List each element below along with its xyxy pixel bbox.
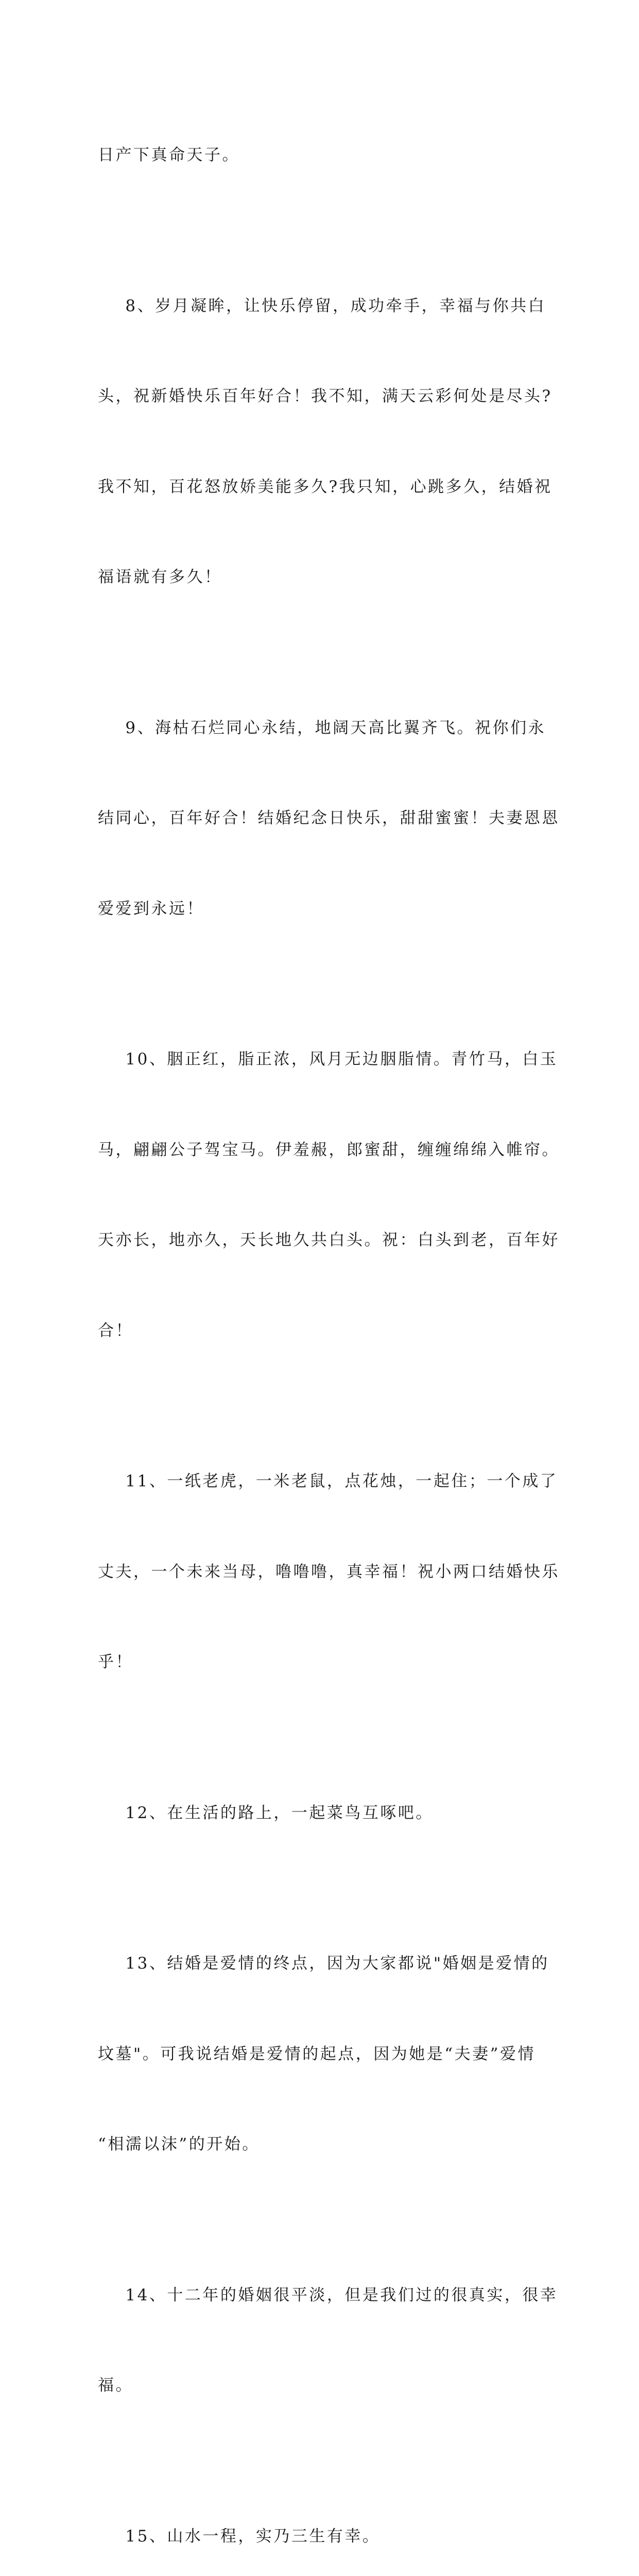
- text-line: 乎！: [98, 1647, 546, 1677]
- text-line: 我不知，百花怒放娇美能多久?我只知，心跳多久，结婚祝: [98, 472, 546, 502]
- text-line: 坟墓"。可我说结婚是爱情的起点，因为她是“夫妻”爱情: [98, 2039, 546, 2070]
- text-line: 爱爱到永远！: [98, 894, 546, 924]
- paragraph: [98, 80, 546, 231]
- text-line: 结同心，百年好合！结婚纪念日快乐，甜甜蜜蜜！夫妻恩恩: [98, 803, 546, 834]
- text-line: “相濡以沫”的开始。: [98, 2129, 546, 2160]
- paragraph: [98, 1738, 546, 1889]
- text-line: 11、一纸老虎，一米老鼠，点花烛，一起住；一个成了: [98, 1466, 546, 1497]
- paragraph: [98, 1888, 546, 2220]
- text-line: 日产下真命天子。: [98, 140, 546, 171]
- text-line: 合！: [98, 1316, 546, 1346]
- text-line: 13、结婚是爱情的终点，因为大家都说"婚姻是爱情的: [98, 1948, 546, 1979]
- text-line: 14、十二年的婚姻很平淡，但是我们过的很真实，很幸: [98, 2280, 546, 2311]
- text-line: 福。: [98, 2370, 546, 2401]
- paragraph: [98, 2220, 546, 2461]
- text-line: 福语就有多久！: [98, 562, 546, 592]
- paragraph: [98, 1406, 546, 1738]
- text-line: 8、岁月凝眸，让快乐停留，成功牵手，幸福与你共白: [98, 291, 546, 321]
- text-line: 9、海枯石烂同心永结，地阔天高比翼齐飞。祝你们永: [98, 713, 546, 743]
- paragraph: [98, 653, 546, 985]
- paragraph: [98, 984, 546, 1406]
- text-line: 丈夫，一个未来当母，噜噜噜，真幸福！祝小两口结婚快乐: [98, 1557, 546, 1587]
- text-line: 天亦长，地亦久，天长地久共白头。祝：白头到老，百年好: [98, 1225, 546, 1256]
- text-line: 头，祝新婚快乐百年好合！我不知，满天云彩何处是尽头?: [98, 381, 546, 412]
- document-body: [98, 80, 546, 2576]
- text-line: 12、在生活的路上，一起菜鸟互啄吧。: [98, 1798, 546, 1828]
- text-line: 马，翩翩公子驾宝马。伊羞赧，郎蜜甜，缠缠绵绵入帷帘。: [98, 1135, 546, 1165]
- text-line: 10、胭正红，脂正浓，风月无边胭脂情。青竹马，白玉: [98, 1044, 546, 1075]
- paragraph: [98, 2461, 546, 2576]
- text-line: 15、山水一程，实乃三生有幸。: [98, 2521, 546, 2552]
- paragraph: [98, 231, 546, 653]
- document-page: [0, 0, 639, 904]
